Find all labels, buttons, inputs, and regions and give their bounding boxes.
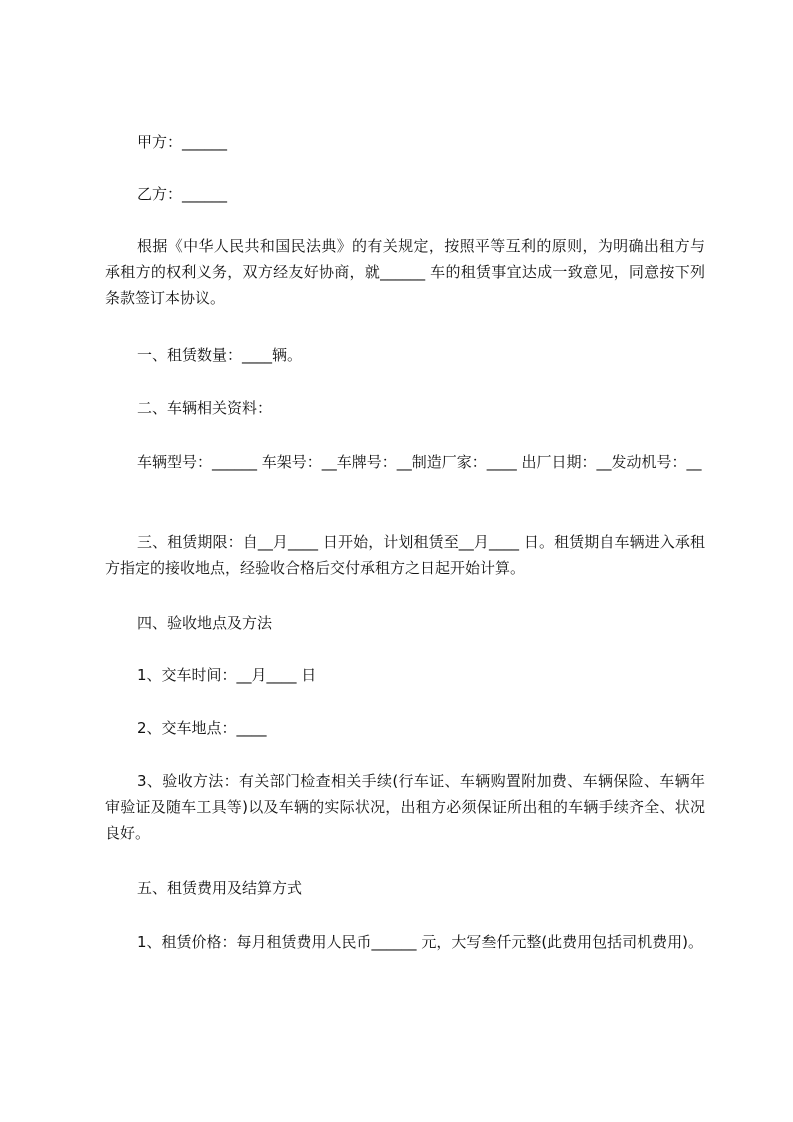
clause-rental-price: 1、租赁价格：每月租赁费用人民币______ 元，大写叁仟元整(此费用包括司机费用)。: [137, 933, 704, 951]
clause-fees-title: 五、租赁费用及结算方式: [137, 879, 303, 897]
preamble-paragraph: 根据《中华人民共和国民法典》的有关规定，按照平等互利的原则，为明确出租方与承租方的权利义务，双方经友好协商，就______ 车的租赁事宜达成一致意见，同意按下列条款签订本协议。: [105, 237, 705, 307]
clause-rental-period: 三、租赁期限：自__月____ 日开始，计划租赁至__月____ 日。租赁期自车辆进入承租方指定的接收地点，经验收合格后交付承租方之日起开始计算。: [105, 533, 705, 577]
vehicle-info-paragraph: 车辆型号：______ 车架号：__车牌号：__制造厂家：____ 出厂日期：__发动机号：__: [137, 453, 702, 471]
clause-delivery-place: 2、交车地点：____: [137, 719, 267, 737]
clause-delivery-time: 1、交车时间：__月____ 日: [137, 666, 317, 684]
clause-acceptance-method: 3、验收方法：有关部门检查相关手续(行车证、车辆购置附加费、车辆保险、车辆年审验证及随车工具等)以及车辆的实际状况，出租方必须保证所出租的车辆手续齐全、状况良好。: [105, 772, 705, 842]
clause-acceptance-title: 四、验收地点及方法: [137, 614, 273, 632]
clause-vehicle-info-title: 二、车辆相关资料：: [137, 399, 273, 417]
party-b-line: 乙方：______: [137, 185, 228, 203]
clause-rental-quantity: 一、租赁数量：____辆。: [137, 346, 303, 364]
party-a-line: 甲方：______: [137, 133, 228, 151]
